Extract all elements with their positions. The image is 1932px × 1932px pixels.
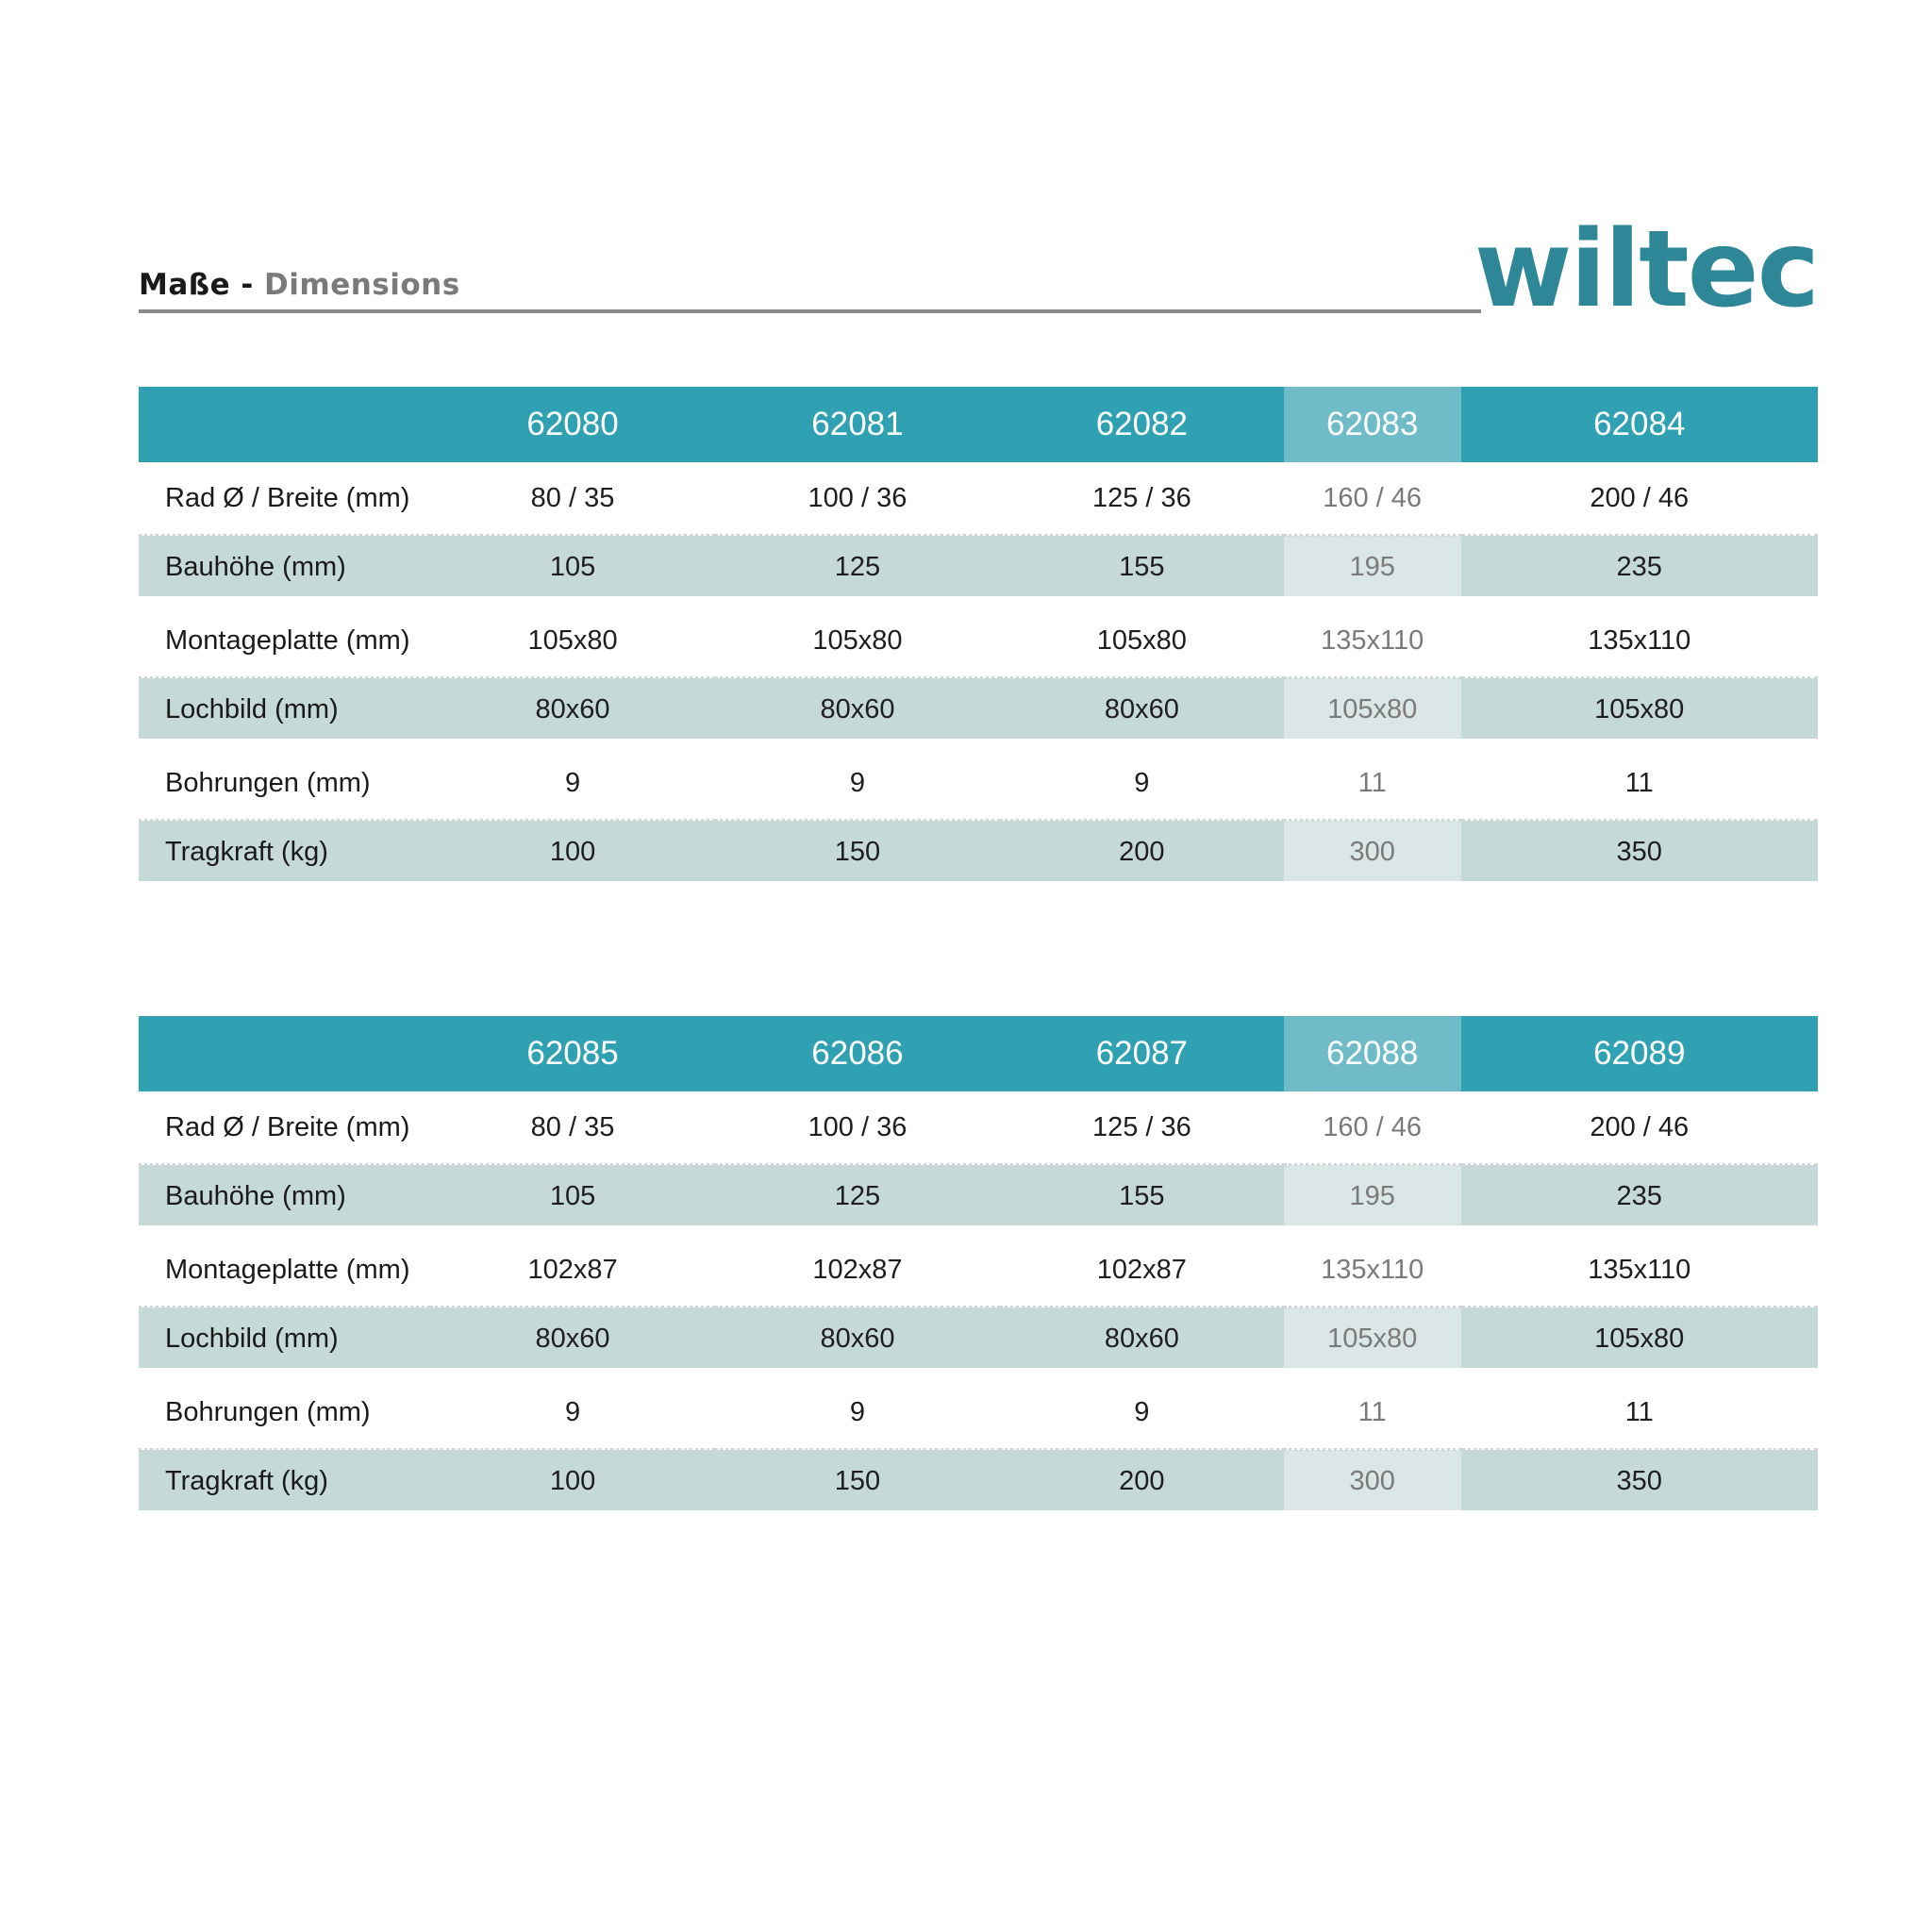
table-cell: 125	[715, 536, 1000, 602]
table-row	[139, 678, 1818, 744]
row-label: Bohrungen (mm)	[139, 1373, 430, 1450]
table-cell: 350	[1461, 1450, 1819, 1516]
table-cell: 125 / 36	[1000, 462, 1284, 536]
row-label: Tragkraft (kg)	[139, 1450, 430, 1516]
row-label: Rad Ø / Breite (mm)	[139, 462, 430, 536]
table-row	[139, 1230, 1818, 1307]
table-cell: 80x60	[715, 1307, 1000, 1374]
row-label: Bohrungen (mm)	[139, 743, 430, 821]
table-cell: 200	[1000, 821, 1284, 887]
table-cell: 195	[1284, 1165, 1461, 1231]
table-cell: 125 / 36	[1000, 1091, 1284, 1165]
table-row	[139, 601, 1818, 678]
table-cell: 105x80	[1284, 1307, 1461, 1374]
table-row	[139, 1307, 1818, 1374]
table-cell: 105x80	[1284, 678, 1461, 744]
column-header: 62081	[715, 387, 1000, 462]
table-cell: 125	[715, 1165, 1000, 1231]
header-empty-cell	[139, 1016, 430, 1091]
column-header: 62089	[1461, 1016, 1819, 1091]
table-cell: 80 / 35	[430, 1091, 715, 1165]
table-cell: 80x60	[1000, 1307, 1284, 1374]
table-cell: 100 / 36	[715, 1091, 1000, 1165]
table-cell: 9	[1000, 1373, 1284, 1450]
row-label: Tragkraft (kg)	[139, 821, 430, 887]
page-header	[139, 208, 1818, 331]
table-cell: 105x80	[1000, 601, 1284, 678]
dimensions-table-2	[139, 1016, 1818, 1519]
table-cell: 135x110	[1284, 601, 1461, 678]
table-cell: 200	[1000, 1450, 1284, 1516]
table-cell: 11	[1284, 743, 1461, 821]
table-cell: 200 / 46	[1461, 1091, 1819, 1165]
table-cell: 105x80	[430, 601, 715, 678]
table-cell: 80x60	[430, 678, 715, 744]
table-cell: 100	[430, 1450, 715, 1516]
row-label: Bauhöhe (mm)	[139, 1165, 430, 1231]
table-row	[139, 1091, 1818, 1165]
table-cell: 105	[430, 1165, 715, 1231]
row-label: Montageplatte (mm)	[139, 601, 430, 678]
table-row	[139, 1373, 1818, 1450]
table-cell: 9	[430, 743, 715, 821]
table-cell: 11	[1461, 1373, 1819, 1450]
table-cell: 155	[1000, 536, 1284, 602]
table-cell: 155	[1000, 1165, 1284, 1231]
title-separator: -	[230, 268, 265, 302]
column-header: 62087	[1000, 1016, 1284, 1091]
table-cell: 150	[715, 821, 1000, 887]
table-cell: 105x80	[1461, 678, 1819, 744]
table-row	[139, 462, 1818, 536]
table-header-row	[139, 387, 1818, 462]
table-cell: 105x80	[715, 601, 1000, 678]
table-cell: 102x87	[715, 1230, 1000, 1307]
table-cell: 102x87	[1000, 1230, 1284, 1307]
header-empty-cell	[139, 387, 430, 462]
table-cell: 11	[1284, 1373, 1461, 1450]
table-cell: 11	[1461, 743, 1819, 821]
row-label: Lochbild (mm)	[139, 1307, 430, 1374]
table-cell: 235	[1461, 536, 1819, 602]
table-cell: 200 / 46	[1461, 462, 1819, 536]
table-cell: 350	[1461, 821, 1819, 887]
table-row	[139, 1165, 1818, 1231]
table-row	[139, 536, 1818, 602]
row-label: Rad Ø / Breite (mm)	[139, 1091, 430, 1165]
table-cell: 102x87	[430, 1230, 715, 1307]
column-header: 62082	[1000, 387, 1284, 462]
table-cell: 135x110	[1461, 601, 1819, 678]
row-label: Lochbild (mm)	[139, 678, 430, 744]
table-cell: 150	[715, 1450, 1000, 1516]
table-row	[139, 1450, 1818, 1516]
column-header: 62080	[430, 387, 715, 462]
table-cell: 80x60	[430, 1307, 715, 1374]
page-title	[139, 268, 460, 302]
table-cell: 9	[1000, 743, 1284, 821]
column-header: 62084	[1461, 387, 1819, 462]
title-english: Dimensions	[264, 268, 460, 302]
table-cell: 80x60	[715, 678, 1000, 744]
brand-logo: wiltec	[1474, 208, 1818, 331]
table-cell: 300	[1284, 1450, 1461, 1516]
dimensions-table-1	[139, 387, 1818, 890]
table-header-row	[139, 1016, 1818, 1091]
table-cell: 235	[1461, 1165, 1819, 1231]
table-cell: 135x110	[1284, 1230, 1461, 1307]
table-row	[139, 743, 1818, 821]
column-header: 62085	[430, 1016, 715, 1091]
table-cell: 300	[1284, 821, 1461, 887]
table-cell: 100 / 36	[715, 462, 1000, 536]
column-header-highlighted: 62088	[1284, 1016, 1461, 1091]
table-row	[139, 821, 1818, 887]
table-cell: 105	[430, 536, 715, 602]
title-german: Maße	[139, 268, 231, 302]
table-cell: 80 / 35	[430, 462, 715, 536]
table-cell: 160 / 46	[1284, 1091, 1461, 1165]
table-cell: 80x60	[1000, 678, 1284, 744]
table-cell: 9	[715, 743, 1000, 821]
table-cell: 135x110	[1461, 1230, 1819, 1307]
row-label: Montageplatte (mm)	[139, 1230, 430, 1307]
column-header: 62086	[715, 1016, 1000, 1091]
row-label: Bauhöhe (mm)	[139, 536, 430, 602]
table-cell: 9	[430, 1373, 715, 1450]
column-header-highlighted: 62083	[1284, 387, 1461, 462]
table-cell: 160 / 46	[1284, 462, 1461, 536]
table-cell: 9	[715, 1373, 1000, 1450]
table-cell: 105x80	[1461, 1307, 1819, 1374]
title-underline	[139, 309, 1481, 313]
table-cell: 195	[1284, 536, 1461, 602]
table-cell: 100	[430, 821, 715, 887]
